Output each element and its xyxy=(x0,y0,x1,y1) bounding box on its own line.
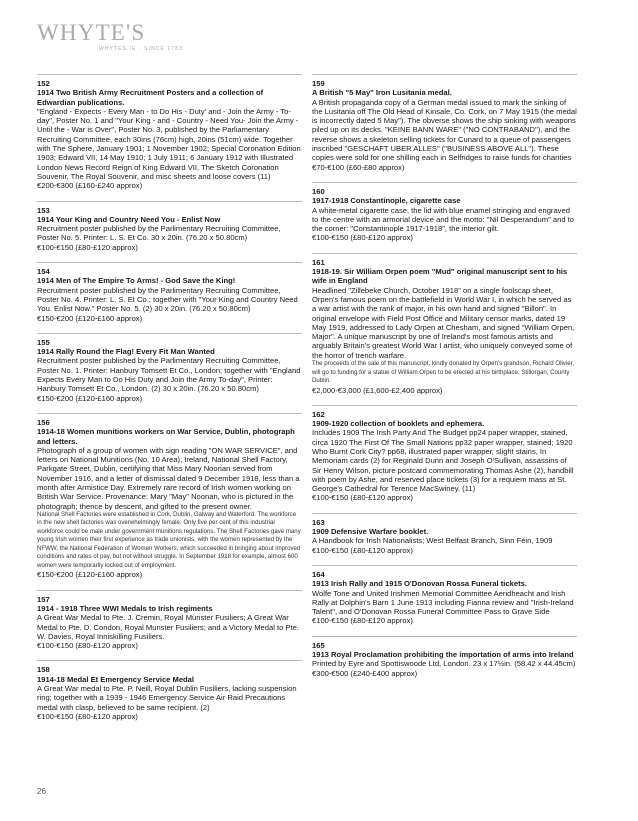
lot-body: A British propaganda copy of a German medal issued to mark the sinking of the Lusitania off The Old Head of Kinsale, Co. Cork, on 7 May 1915 (the medal is incorrectly dated 5 May"). The obverse shows the ship sinking with weapons piled up on its decks. "KEINE BANN WARE" ("NO CONTRABAND"), and the reverse shows a skeleton selling tickets for Cunard to a queue of passengers inscribed "GESCHAFT UBER ALLES" ("BUSINESS ABOVE ALL"). These copies were sold for one shilling each in Selfridges to raise funds for charities xyxy=(312,97,577,163)
lot-title: 1909-1920 collection of booklets and ephemera. xyxy=(312,419,485,429)
lot-estimate: €300-€500 (£240-£400 approx) xyxy=(312,668,418,678)
lot-estimate: €100-€150 (£80-£120 approx) xyxy=(312,233,413,243)
lot-estimate: €150-€200 (£120-£160 approx) xyxy=(37,393,143,403)
lot-title: 1909 Defensive Warfare booklet. xyxy=(312,527,429,537)
lot-number: 164 xyxy=(312,569,325,579)
lot-estimate: €150-€200 (£120-£160 approx) xyxy=(37,570,143,580)
lot-number: 162 xyxy=(312,409,325,419)
lot-number: 154 xyxy=(37,267,50,277)
lot-title: 1914-18 Women munitions workers on War Service, Dublin, photograph and letters. xyxy=(37,427,295,446)
lot-title: 1917-1918 Constantinople, cigarette case xyxy=(312,196,461,206)
lot-estimate: €2,000-€3,000 (£1,600-£2,400 approx) xyxy=(312,385,443,395)
lot-body: Recruitment poster published by the Parlimentary Recruiting Committee, Poster No. 5. Printer: L. S. Et Co. 30 x 20in. (76.20 x 50.80cm) xyxy=(37,224,281,243)
lot-estimate: €100-€150 (£80-£120 approx) xyxy=(312,616,413,626)
lot-number: 163 xyxy=(312,517,325,527)
lot-body: Headlined "Zillebeke Church, October 1918" on a single foolscap sheet, Orpen's famous poem on the battlefield in World War I, in which he served as a war artist with the rank of major, in his own hand and signed "Billon". In original envelope with Field Post Office and Military censor marks, dated 19 May 1919, addressed to Lady Orpen at Chesham, and signed "William Orpen, Major". A unique manuscript by one of Ireland's most famous artists and arguably Britain's greatest World War I artist, who uniquely conveyed some of the horror of trench warfare. xyxy=(312,285,575,360)
lot-estimate: €100-€150 (£80-£120 approx) xyxy=(37,641,138,651)
lot-entry xyxy=(37,74,302,191)
lot-number: 165 xyxy=(312,640,325,650)
lot-body: Recruitment poster published by the Parlimentary Recruiting Committee, Poster No. 4. Printer: L. S. Et Co.; together with "Your King and Country Need You. Enlist Now." Poster No. 5. (2) 30 x 20in. (76.20 x 50.80cm) xyxy=(37,285,298,314)
lot-estimate: €70-€100 (£60-£80 approx) xyxy=(312,162,405,172)
lot-body: "England - Expects - Every Man - to Do His - Duty' and - Join the Army - To-day", Poster No. 1 and "Your King - and - Country - Need You- Join the Army - Until the - War is Over", Poster No. 3, published by the Parliamentary Recruiting Committee, each 30ins (76cm) high, 20ins (51cm) wide. Together with The Sphere, January 1901; 1 November 1902; Special Coronation Edition 1903; Edward VII, 14 May 1910; 1 July 1911; 6 January 1912 with Illustrated London News Record Reign of King Edward VII, The Sketch Coronation Souvenir, The Royal Souvenir, and misc sheets and loose covers (11) xyxy=(37,106,301,181)
lot-estimate: €100-€150 (£80-£120 approx) xyxy=(37,242,138,252)
lot-title: 1914 - 1918 Three WWI Medals to Irish regiments xyxy=(37,603,213,613)
lot-number: 160 xyxy=(312,186,325,196)
lot-entry xyxy=(312,74,577,172)
lot-number: 153 xyxy=(37,205,50,215)
lot-number: 157 xyxy=(37,594,50,604)
lot-note: The proceeds of the sale of this manuscript, kindly donated by Orpen's grandson, Richard Olivier, will go to funding for a statue of William Orpen to be erected at his birthplace, Stillorgan, County Dublin. xyxy=(312,360,574,385)
lot-estimate: €100-€150 (£80-£120 approx) xyxy=(312,493,413,503)
lot-entry xyxy=(37,660,302,721)
lot-body: Recruitment poster published by the Parlimentary Recruiting Committee, Poster No. 1. Printer: Hanbury Tomsett Et Co., London; together with "England Expects Every Man to Do His Duty and Join the Army To-day", Printer: Hanbury Tomsett Et Co., London. (2) 30 x 20in. (76.20 x 50.80cm) xyxy=(37,356,301,394)
lot-body: Photograph of a group of women with sign reading "ON WAR SERVICE", and letters on National Munitions (No. 10 Area), Ireland, National Shell Factory, Parkgate Street, Dublin, certifying that Miss Mary Noonan served from November 1916, and a letter of dismissal dated 9 December 1918, less than a month after Armistice Day. Extremely rare record of Irish women working on British War Service. Provenance: Mary "May" Noonan, who is pictured in the photograph; thence by descent, and gifted to the present owner. xyxy=(37,445,300,511)
left-column xyxy=(37,74,302,731)
lot-estimate: €150-€200 (£120-£160 approx) xyxy=(37,313,143,323)
lot-entry xyxy=(312,405,577,503)
lot-body: A Great War medal to Pte. P. Neill, Royal Dublin Fusiliers, lacking suspension ring; together with a 1939 - 1946 Emergency Service Air Raid Precautions medal with clasp, believed to be same recipient. (2) xyxy=(37,684,297,712)
logo-subtext: WHYTES.IE · SINCE 1783 xyxy=(99,46,183,52)
lot-entry xyxy=(37,333,302,403)
lot-body: Includes 1909 The Irish Party And The Budget pp24 paper wrapper, stained, circa 1920 The First Of The Small Nations pp32 paper wrapper, stained; 1920 Who Burnt Cork City? pp68, illustrated paper wrapper, slight stains, In Memoriam cards (2) for Reginald Dunn and Joseph O'Sullivan, assassins of Sir Henry Wilson, picture postcard commemorating Thomas Ashe (2), handbill with poem by Ashe, and reserved place tickets (3) for a requiem mass at St. George's Cathedral for Terence MacSwiney. (11) xyxy=(312,428,574,494)
lot-title: 1913 Irish Rally and 1915 O'Donovan Rossa Funeral tickets. xyxy=(312,579,527,589)
lot-number: 156 xyxy=(37,417,50,427)
lot-number: 158 xyxy=(37,665,50,675)
lot-entry xyxy=(312,182,577,243)
lot-body: Printed by Eyre and Spottiswoode Ltd, London. 23 x 17½in. (58.42 x 44.45cm) xyxy=(312,659,576,669)
lot-entry xyxy=(37,201,302,252)
lot-title: 1914 Rally Round the Flag! Every Fit Man Wanted xyxy=(37,347,215,357)
page-number: 26 xyxy=(37,787,46,796)
lot-note: National Shell Factories were established in Cork, Dublin, Galway and Waterford. The workforce in the new shell factories was overwhelmingly female. Only five per cent of this industrial workforce could be male under government munitions regulations. The Shell Factories gave many young Irish women their first experience as trade unionists, with the women represented by the NFWW, the National Federation of Women Workers, which succeeded in bringing about improved conditions and rates of pay, but not without struggle. In September 1918 for example, almost 600 women were temporarily locked out of employment. xyxy=(37,510,301,569)
lot-body: A Handbook for Irish Nationalists; West Belfast Branch, Sinn Féin, 1909 xyxy=(312,536,553,546)
lot-body: A Great War Medal to Pte. J. Cremin, Royal Munster Fusiliers; A Great War Medal to Pte. D. Condon, Royal Munster Fusiliers; and a Victory Medal to Pte. W. Davies, Royal Inniskilling Fusiliers. xyxy=(37,613,299,641)
lot-estimate: €100-€150 (£80-£120 approx) xyxy=(312,545,413,555)
lot-entry xyxy=(312,565,577,626)
lot-title: A British "5 May" Iron Lusitania medal. xyxy=(312,88,452,98)
lot-entry xyxy=(37,590,302,651)
lot-number: 161 xyxy=(312,257,325,267)
lot-estimate: €200-€300 (£160-£240 approx) xyxy=(37,181,143,191)
lot-body: A white-metal cigarette case, the lid with blue enamel stringing and engraved to the centre with an armorial device and the motto: "Nil Desperandum" and to the corner: "Constantinople 1917-1918", the interior gilt. xyxy=(312,205,575,234)
lot-estimate: €100-€150 (£80-£120 approx) xyxy=(37,711,138,721)
lot-title: 1918-19. Sir William Orpen poem "Mud" original manuscript sent to his wife in England xyxy=(312,267,568,286)
lot-number: 155 xyxy=(37,337,50,347)
whytes-logo xyxy=(37,20,183,52)
lot-entry xyxy=(312,513,577,555)
lot-entry xyxy=(312,636,577,678)
right-column xyxy=(312,74,577,688)
lot-title: 1914 Your King and Country Need You - Enlist Now xyxy=(37,214,221,224)
lot-entry xyxy=(312,253,577,395)
lot-entry xyxy=(37,413,302,580)
lot-title: 1913 Royal Proclamation prohibiting the importation of arms into Ireland xyxy=(312,650,574,660)
logo-text: WHYTE'S xyxy=(37,20,146,45)
lot-number: 152 xyxy=(37,79,50,88)
lot-body: Wolfe Tone and United Irishmen Memorial Committee Aeridheacht and Irish Rally at Dolphin's Barn 1 June 1913 including Fianna review and "Irish-Ireland Talent", and O'Donovan Rossa Funeral Committee Pass to Grave Side xyxy=(312,588,574,617)
lot-title: 1914 Two British Army Recruitment Posters and a collection of Edwardian publications. xyxy=(37,88,264,107)
lot-entry xyxy=(37,262,302,323)
lot-title: 1914-18 Medal Et Emergency Service Medal xyxy=(37,674,195,684)
lot-title: 1914 Men of The Empire To Arms! - God Save the King! xyxy=(37,276,236,286)
lot-number: 159 xyxy=(312,79,325,88)
